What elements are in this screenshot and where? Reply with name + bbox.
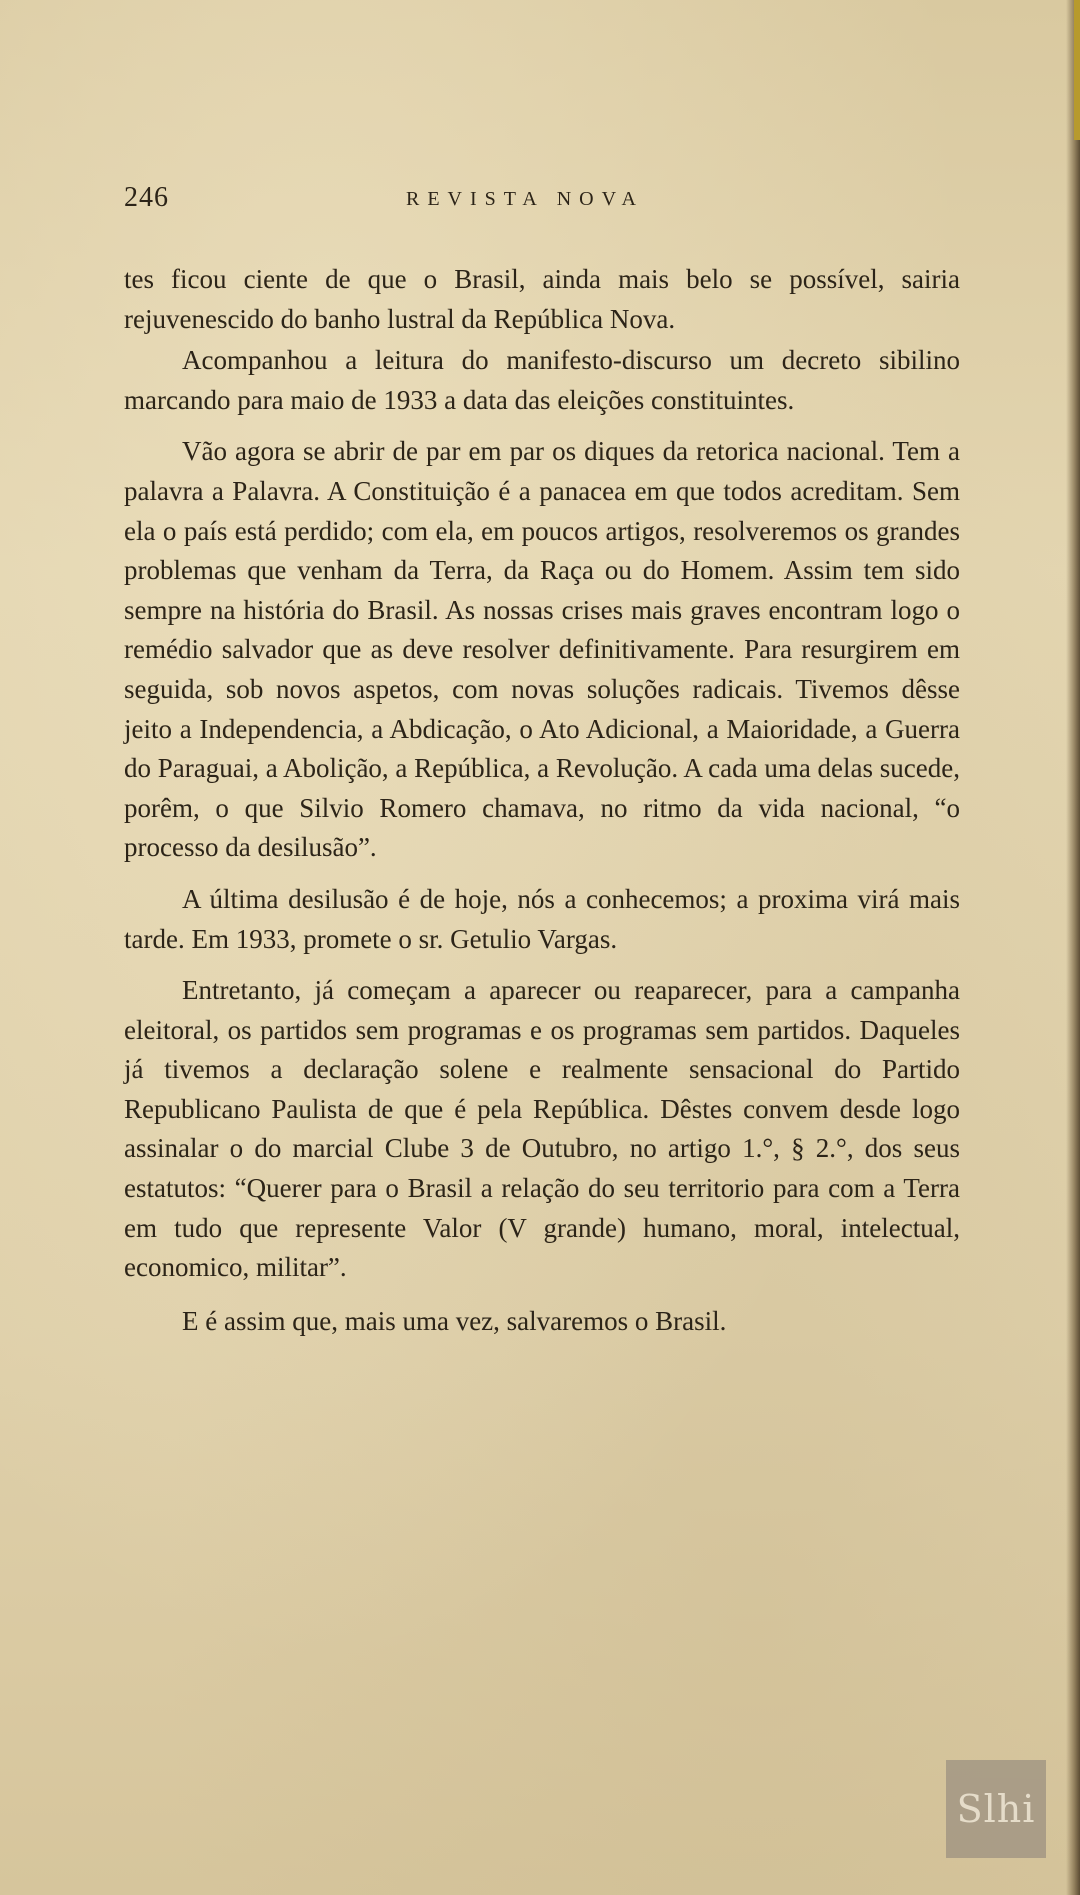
running-title: REVISTA NOVA bbox=[406, 188, 644, 210]
paragraph: Vão agora se abrir de par em par os diques da retorica nacional. Tem a palavra a Palavra. A Constituição é a panacea em que todos acreditam. Sem ela o país está perdido; com ela, em poucos artigos, resolveremos os grandes problemas que venham da Terra, da Raça ou do Homem. Assim tem sido sempre na história do Brasil. As nossas crises mais graves encontram logo o remédio salvador que as deve resolver definitivamente. Para resurgirem em seguida, sob novos aspetos, com novas soluções radicais. Tivemos dêsse jeito a Independencia, a Abdicação, o Ato Adicional, a Maioridade, a Guerra do Paraguai, a Abolição, a República, a Revolução. A cada uma delas sucede, porêm, o que Silvio Romero chamava, no ritmo da vida nacional, “o processo da desilusão”. bbox=[124, 436, 960, 863]
paragraph-continuation: tes ficou ciente de que o Brasil, ainda mais belo se possível, sairia rejuvenescido do banho lustral da República Nova. bbox=[124, 264, 960, 334]
article-body bbox=[124, 260, 960, 1353]
paragraph: Entretanto, já começam a aparecer ou reaparecer, para a campanha eleitoral, os partidos sem programas e os programas sem partidos. Daqueles já tivemos a declaração solene e realmente sensacional do Partido Republicano Paulista de que é pela República. Dêstes convem desde logo assinalar o do marcial Clube 3 de Outubro, no artigo 1.°, § 2.°, dos seus estatutos: “Querer para o Brasil a relação do seu territorio para com a Terra em tudo que represente Valor (V grande) humano, moral, intelectual, economico, militar”. bbox=[124, 975, 960, 1283]
paragraph: Acompanhou a leitura do manifesto-discurso um decreto sibilino marcando para maio de 1933 a data das eleições constituintes. bbox=[124, 345, 960, 415]
page-edge-shadow bbox=[1066, 0, 1080, 1895]
paragraph-closing: E é assim que, mais uma vez, salvaremos o Brasil. bbox=[182, 1305, 727, 1336]
paragraph: A última desilusão é de hoje, nós a conhecemos; a proxima virá mais tarde. Em 1933, promete o sr. Getulio Vargas. bbox=[124, 883, 960, 954]
page-header bbox=[124, 182, 954, 222]
page-edge-strip bbox=[1074, 0, 1080, 140]
page-number: 246 bbox=[124, 182, 169, 213]
stamp-lettering: Slhi bbox=[956, 1787, 1036, 1831]
library-stamp-logo bbox=[946, 1760, 1046, 1858]
